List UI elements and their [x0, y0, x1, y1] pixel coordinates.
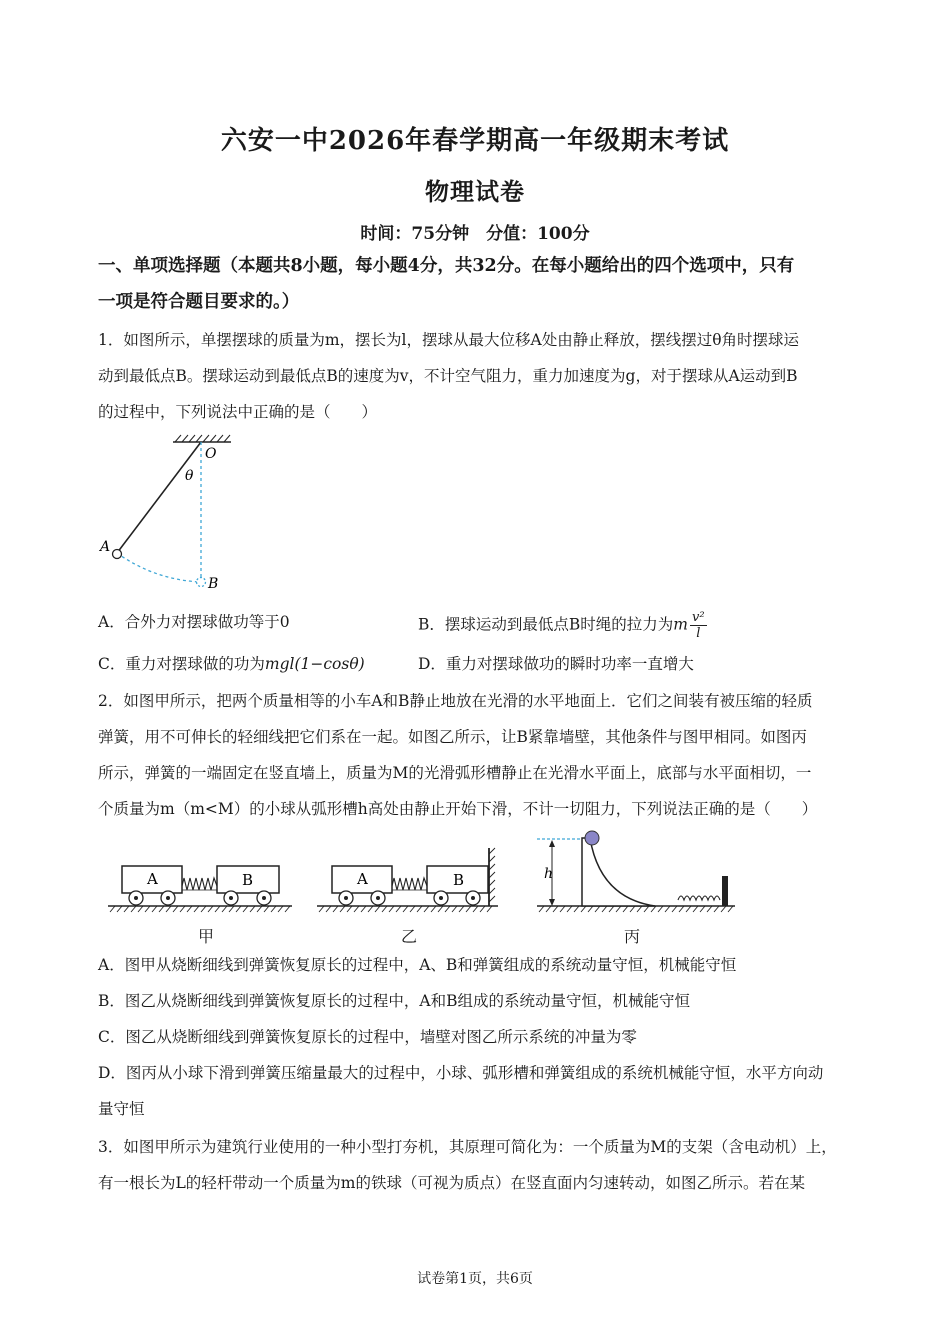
ball-b	[197, 578, 206, 587]
q2-option-d-line1: D．图丙从小球下滑到弹簧压缩量最大的过程中，小球、弧形槽和弹簧组成的系统机械能守恒，水平方向动	[98, 1064, 824, 1082]
q1-option-c-text: C．重力对摆球做的功为	[98, 655, 265, 673]
ball-a	[113, 550, 122, 559]
exam-meta: 时间：75分钟 分值：100分	[360, 224, 590, 244]
label-cart-b-yi: B	[453, 871, 465, 889]
label-jia: 甲	[198, 927, 215, 946]
q2-line1: 2．如图甲所示，把两个质量相等的小车A和B静止地放在光滑的水平地面上．它们之间装有被压缩的轻质	[98, 692, 813, 710]
section-heading-line1: 一、单项选择题（本题共8小题，每小题4分，共32分。在每小题给出的四个选项中，只有	[98, 256, 795, 276]
label-cart-b: B	[242, 871, 254, 889]
spring	[182, 878, 217, 890]
spring-bing	[678, 896, 720, 900]
q1-option-c-formula: mgl(1−cosθ)	[264, 655, 365, 673]
q1-option-b-text: B．摆球运动到最低点B时绳的拉力为	[418, 615, 674, 634]
q2-line3: 所示，弹簧的一端固定在竖直墙上，质量为M的光滑弧形槽静止在光滑水平面上，底部与水平面相切，一	[98, 764, 812, 782]
q2-option-b: B．图乙从烧断细线到弹簧恢复原长的过程中，A和B组成的系统动量守恒，机械能守恒	[98, 992, 690, 1010]
pendulum-string	[117, 442, 201, 553]
label-cart-a-yi: A	[357, 870, 368, 888]
label-cart-a: A	[147, 870, 158, 888]
label-bing: 丙	[624, 927, 641, 946]
q1-line2: 动到最低点B。摆球运动到最低点B的速度为v，不计空气阻力，重力加速度为g，对于摆球从A运动到B	[98, 367, 798, 385]
q1-option-c	[98, 652, 365, 676]
fraction-denominator: l	[696, 626, 701, 641]
exam-title: 六安一中2026年春学期高一年级期末考试	[220, 126, 730, 156]
pendulum-figure	[95, 430, 245, 595]
ball	[585, 831, 599, 845]
label-theta: θ	[185, 468, 194, 484]
wall-bing	[722, 876, 728, 906]
fraction-numerator: v²	[692, 610, 705, 625]
figure-bing	[537, 831, 735, 912]
swing-arc	[117, 553, 201, 582]
q2-option-c: C．图乙从烧断细线到弹簧恢复原长的过程中，墙壁对图乙所示系统的冲量为零	[98, 1028, 637, 1046]
q3-line2: 有一根长为L的轻杆带动一个质量为m的铁球（可视为质点）在竖直面内匀速转动，如图乙所示。若在某	[98, 1174, 805, 1192]
q1-line3: 的过程中，下列说法中正确的是（ ）	[98, 403, 378, 421]
q2-option-a: A．图甲从烧断细线到弹簧恢复原长的过程中，A、B和弹簧组成的系统动量守恒，机械能守恒	[98, 956, 737, 974]
q2-line4: 个质量为m（m<M）的小球从弧形槽h高处由静止开始下滑，不计一切阻力，下列说法正确的是（ ）	[98, 800, 818, 818]
ceiling-hatch	[175, 435, 230, 442]
label-yi: 乙	[401, 927, 418, 946]
q1-option-a: A．合外力对摆球做功等于0	[98, 613, 290, 631]
page-footer: 试卷第1页，共6页	[417, 1271, 533, 1287]
section-heading-line2: 一项是符合题目要求的。）	[98, 292, 300, 312]
carts-figure	[100, 828, 745, 923]
q1-option-d: D．重力对摆球做功的瞬时功率一直增大	[418, 655, 694, 673]
label-b: B	[208, 576, 219, 592]
figure-jia	[108, 866, 292, 912]
q1-line1: 1．如图所示，单摆摆球的质量为m，摆长为l，摆球从最大位移A处由静止释放，摆线摆过θ角时摆球运	[98, 331, 800, 349]
q1-option-b-m: m	[673, 615, 688, 634]
q1-option-b	[418, 610, 707, 641]
figure-yi	[317, 848, 498, 912]
label-h: h	[544, 866, 554, 882]
q2-line2: 弹簧，用不可伸长的轻细线把它们系在一起。如图乙所示，让B紧靠墙壁，其他条件与图甲相同。如图丙	[98, 728, 807, 746]
q3-line1: 3．如图甲所示为建筑行业使用的一种小型打夯机，其原理可简化为：一个质量为M的支架（含电动机）上，	[98, 1138, 837, 1156]
fraction	[690, 610, 707, 641]
label-a: A	[100, 539, 111, 555]
arc-groove	[582, 838, 655, 906]
q2-option-d-line2: 量守恒	[98, 1100, 145, 1118]
label-o: O	[205, 446, 217, 462]
exam-subject: 物理试卷	[425, 177, 525, 206]
